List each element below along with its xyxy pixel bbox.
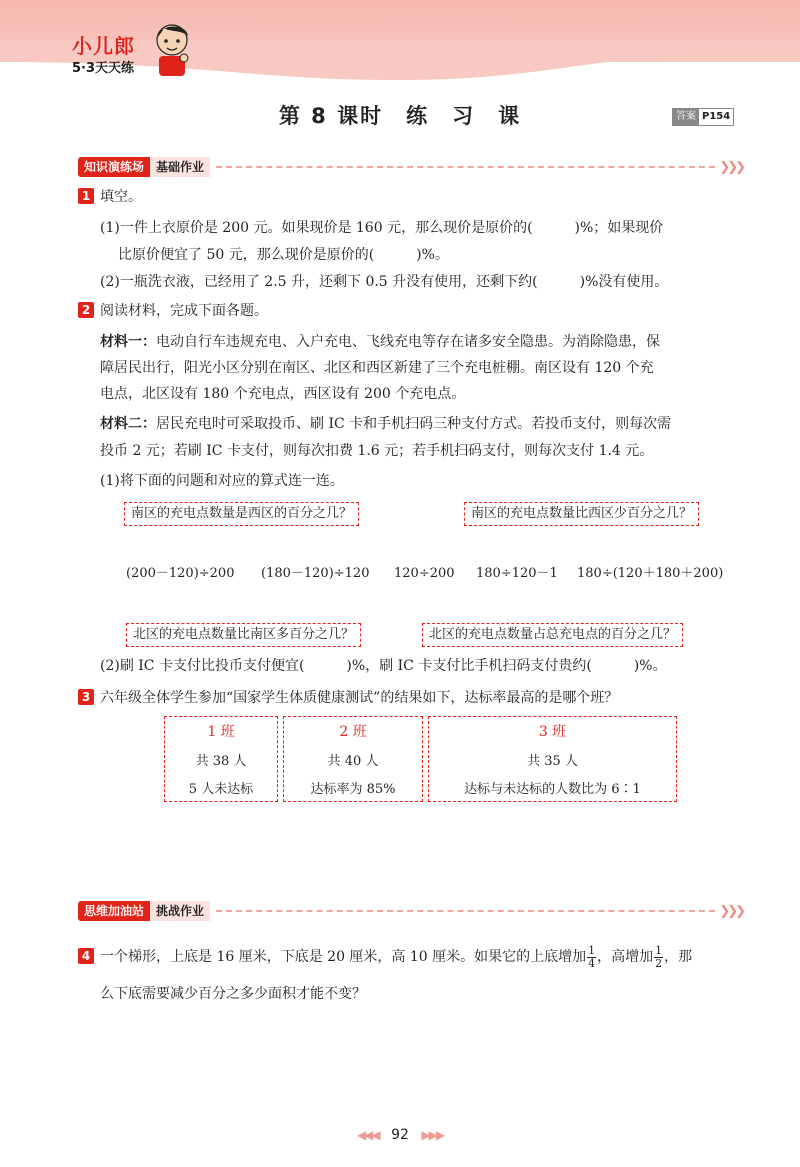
class-total: 共 40 人 [327, 754, 379, 769]
question-1-line: 比原价便宜了 50 元，那么现价是原价的( )%。 [118, 247, 449, 263]
question-1-stem: 1 填空。 [78, 188, 142, 206]
material-1-line: 电点，北区设有 180 个充电点，西区设有 200 个充电点。 [100, 386, 466, 402]
section-basic [78, 156, 743, 178]
expression-2[interactable]: (180－120)÷120 [261, 566, 370, 581]
expression-5[interactable]: 180÷(120＋180＋200) [577, 566, 724, 581]
expression-1[interactable]: (200－120)÷200 [126, 566, 235, 581]
class-card-1 [164, 716, 278, 802]
section-sub: 挑战作业 [150, 901, 210, 921]
page-title: 第 8 课时 练 习 课 [278, 104, 522, 128]
material-2-label: 材料二： [100, 416, 156, 432]
class-card-2 [283, 716, 423, 802]
material-1-label: 材料一： [100, 334, 156, 350]
question-box-3[interactable]: 北区的充电点数量比南区多百分之几？ [126, 623, 361, 647]
class-card-3 [428, 716, 677, 802]
question-number: 4 [78, 948, 94, 964]
section-tag: 知识演练场 [78, 157, 150, 177]
expression-3[interactable]: 120÷200 [394, 566, 455, 581]
fraction-1-4: $\frac{1}{4}$ [588, 943, 596, 970]
question-box-4[interactable]: 北区的充电点数量占总充电点的百分之几？ [422, 623, 683, 647]
logo-text: 小儿郎 [72, 34, 135, 58]
next-arrows-icon: ▶▶▶ [421, 1128, 444, 1142]
answer-tag [672, 108, 734, 126]
question-box-2[interactable]: 南区的充电点数量比西区少百分之几？ [464, 502, 699, 526]
class-name: 3 班 [538, 724, 567, 740]
page-footer [0, 1127, 800, 1143]
question-number: 3 [78, 689, 94, 705]
class-total: 共 35 人 [527, 754, 578, 769]
question-number: 1 [78, 188, 94, 204]
fraction-1-2: $\frac{1}{2}$ [655, 943, 663, 970]
question-box-1[interactable]: 南区的充电点数量是西区的百分之几？ [124, 502, 359, 526]
logo [72, 30, 135, 76]
question-number: 2 [78, 302, 94, 318]
mascot-icon [150, 20, 194, 78]
prev-arrows-icon: ◀◀◀ [356, 1128, 379, 1142]
sub-question-2: (2)刷 IC 卡支付比投币支付便宜( )%，刷 IC 卡支付比手机扫码支付贵约( )%。 [100, 658, 667, 674]
class-stat: 达标率为 85% [310, 782, 396, 797]
divider [216, 166, 715, 168]
section-tag: 思维加油站 [78, 901, 150, 921]
chevrons-icon: ❯❯❯ [719, 903, 743, 919]
sub-question-1: (1)将下面的问题和对应的算式连一连。 [100, 473, 344, 489]
class-name: 2 班 [339, 724, 367, 740]
class-stat: 达标与未达标的人数比为 6∶1 [464, 782, 641, 797]
section-challenge [78, 900, 743, 922]
chevrons-icon: ❯❯❯ [719, 159, 743, 175]
logo-sub: 5·3天天练 [72, 61, 135, 76]
question-2-stem: 2 阅读材料，完成下面各题。 [78, 302, 268, 320]
answer-label: 答案 [673, 109, 699, 125]
question-4-line: 么下底需要减少百分之多少面积才能不变？ [100, 986, 366, 1002]
question-4-line: 4 一个梯形，上底是 16 厘米，下底是 20 厘米，高 10 厘米。如果它的上底增加 $\frac{1}{4}$ ，高增加 $\frac{1}{2}$ ，那 [78, 944, 692, 970]
question-1-line: (2)一瓶洗衣液，已经用了 2.5 升，还剩下 0.5 升没有使用，还剩下约( )%没有使用。 [100, 274, 669, 290]
divider [216, 910, 715, 912]
expression-4[interactable]: 180÷120－1 [476, 566, 558, 581]
class-name: 1 班 [207, 724, 235, 740]
question-1-line: (1)一件上衣原价是 200 元。如果现价是 160 元，那么现价是原价的( )%；如果现价 [100, 220, 664, 236]
answer-page: P154 [702, 111, 731, 122]
class-stat: 5 人未达标 [188, 782, 254, 797]
material-1-line: 障居民出行，阳光小区分别在南区、北区和西区新建了三个充电桩棚。南区设有 120 个充 [100, 360, 654, 376]
class-total: 共 38 人 [195, 754, 247, 769]
question-3-stem: 3 六年级全体学生参加“国家学生体质健康测试”的结果如下，达标率最高的是哪个班？ [78, 689, 618, 707]
material-1-line: 材料一：电动自行车违规充电、入户充电、飞线充电等存在诸多安全隐患。为消除隐患，保 [100, 334, 660, 350]
page-number: 92 [391, 1127, 409, 1143]
material-2-line: 投币 2 元；若刷 IC 卡支付，则每次扣费 1.6 元；若手机扫码支付，则每次支付 1.4 元。 [100, 443, 654, 459]
material-2-line: 材料二：居民充电时可采取投币、刷 IC 卡和手机扫码三种支付方式。若投币支付，则每次需 [100, 416, 672, 432]
section-sub: 基础作业 [150, 157, 210, 177]
